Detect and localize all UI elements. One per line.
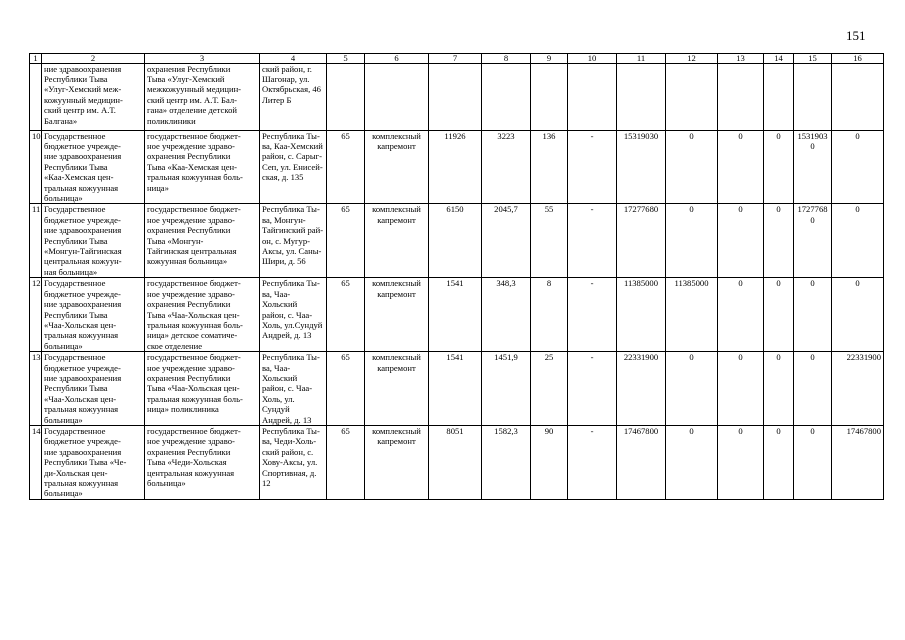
- column-header: 9: [531, 54, 568, 64]
- column-header: 6: [365, 54, 429, 64]
- column-header: 4: [260, 54, 327, 64]
- cell-5: 65: [327, 278, 365, 352]
- header-row: [30, 54, 884, 64]
- column-header: 10: [568, 54, 617, 64]
- column-header: 11: [617, 54, 666, 64]
- column-header: 3: [145, 54, 260, 64]
- cell-5: 65: [327, 130, 365, 204]
- row-number-cell: 11: [30, 204, 42, 278]
- cell-10: -: [568, 130, 617, 204]
- column-header: 14: [764, 54, 794, 64]
- cell-9: 8: [531, 278, 568, 352]
- object-cell: государственное бюджет- ное учреждение здраво- охранения Республики Тыва «Каа-Хемская цен- тральная кожуунная боль- ница»: [145, 130, 260, 204]
- cell-9: 90: [531, 425, 568, 499]
- work-type-cell: комплексный капремонт: [365, 352, 429, 426]
- cell-7: 6150: [429, 204, 482, 278]
- cell-13: 0: [718, 130, 764, 204]
- column-header: 15: [794, 54, 832, 64]
- institution-cell: Государственное бюджетное учрежде- ние здравоохранения Республики Тыва «Каа-Хемская цен- тральная кожуунная больница»: [42, 130, 145, 204]
- work-type-cell: комплексный капремонт: [365, 130, 429, 204]
- cell-10: [568, 63, 617, 130]
- cell-11: 15319030: [617, 130, 666, 204]
- cell-13: 0: [718, 278, 764, 352]
- cell-10: -: [568, 425, 617, 499]
- cell-7: 8051: [429, 425, 482, 499]
- column-header: 13: [718, 54, 764, 64]
- column-header: 16: [832, 54, 884, 64]
- institution-cell: Государственное бюджетное учрежде- ние здравоохранения Республики Тыва «Монгун-Тайгинская центральная кожуун- ная больница»: [42, 204, 145, 278]
- cell-9: 55: [531, 204, 568, 278]
- row-number-cell: 12: [30, 278, 42, 352]
- cell-8: 1451,9: [482, 352, 531, 426]
- work-type-cell: [365, 63, 429, 130]
- data-table: [29, 53, 884, 500]
- cell-12: 11385000: [666, 278, 718, 352]
- object-cell: государственное бюджет- ное учреждение здраво- охранения Республики Тыва «Чаа-Хольская цен- тральная кожуунная боль- ница» поликлиника: [145, 352, 260, 426]
- cell-12: 0: [666, 352, 718, 426]
- cell-13: 0: [718, 204, 764, 278]
- work-type-cell: комплексный капремонт: [365, 204, 429, 278]
- table-row: [30, 204, 884, 278]
- institution-cell: Государственное бюджетное учрежде- ние здравоохранения Республики Тыва «Чаа-Хольская цен- тральная кожуунная больница»: [42, 352, 145, 426]
- cell-16: 0: [832, 278, 884, 352]
- cell-10: -: [568, 352, 617, 426]
- row-number-cell: 13: [30, 352, 42, 426]
- address-cell: ский район, г. Шагонар, ул. Октябрьская, 46 Литер Б: [260, 63, 327, 130]
- cell-16: 17467800: [832, 425, 884, 499]
- row-number-cell: [30, 63, 42, 130]
- column-header: 8: [482, 54, 531, 64]
- cell-15: 1727768 0: [794, 204, 832, 278]
- cell-9: 25: [531, 352, 568, 426]
- cell-16: 0: [832, 130, 884, 204]
- cell-5: 65: [327, 352, 365, 426]
- row-number-cell: 14: [30, 425, 42, 499]
- cell-14: 0: [764, 204, 794, 278]
- cell-11: 22331900: [617, 352, 666, 426]
- object-cell: государственное бюджет- ное учреждение здраво- охранения Республики Тыва «Чеди-Хольская центральная кожуунная больница»: [145, 425, 260, 499]
- cell-15: [794, 63, 832, 130]
- column-header: 5: [327, 54, 365, 64]
- table-row: [30, 278, 884, 352]
- cell-12: 0: [666, 130, 718, 204]
- table-row: [30, 130, 884, 204]
- page-number: 151: [846, 28, 866, 43]
- cell-8: 2045,7: [482, 204, 531, 278]
- row-number-cell: 10: [30, 130, 42, 204]
- cell-16: 22331900: [832, 352, 884, 426]
- cell-11: 17277680: [617, 204, 666, 278]
- cell-12: [666, 63, 718, 130]
- cell-16: 0: [832, 204, 884, 278]
- cell-11: [617, 63, 666, 130]
- column-header: 1: [30, 54, 42, 64]
- cell-11: 17467800: [617, 425, 666, 499]
- cell-11: 11385000: [617, 278, 666, 352]
- cell-15: 0: [794, 278, 832, 352]
- cell-8: 1582,3: [482, 425, 531, 499]
- cell-5: 65: [327, 425, 365, 499]
- cell-5: 65: [327, 204, 365, 278]
- cell-14: 0: [764, 278, 794, 352]
- address-cell: Республика Ты- ва, Монгун- Тайгинский рай- он, с. Мугур- Аксы, ул. Саны- Шири, д. 56: [260, 204, 327, 278]
- work-type-cell: комплексный капремонт: [365, 278, 429, 352]
- cell-15: 0: [794, 352, 832, 426]
- institution-cell: Государственное бюджетное учрежде- ние здравоохранения Республики Тыва «Че- ди-Хольская цен- тральная кожуунная больница»: [42, 425, 145, 499]
- cell-8: 348,3: [482, 278, 531, 352]
- cell-15: 1531903 0: [794, 130, 832, 204]
- address-cell: Республика Ты- ва, Чаа-Хольский район, с. Чаа- Холь, ул. Сундуй Андрей, д. 13: [260, 352, 327, 426]
- cell-7: [429, 63, 482, 130]
- address-cell: Республика Ты- ва, Чаа-Хольский район, с. Чаа- Холь, ул.Сундуй Андрей, д. 13: [260, 278, 327, 352]
- address-cell: Республика Ты- ва, Каа-Хемский район, с. Сарыг- Сеп, ул. Енисей- ская, д. 135: [260, 130, 327, 204]
- cell-8: 3223: [482, 130, 531, 204]
- cell-13: 0: [718, 425, 764, 499]
- cell-12: 0: [666, 204, 718, 278]
- cell-10: -: [568, 204, 617, 278]
- cell-13: [718, 63, 764, 130]
- table-row: [30, 425, 884, 499]
- cell-7: 1541: [429, 352, 482, 426]
- cell-5: [327, 63, 365, 130]
- cell-8: [482, 63, 531, 130]
- object-cell: государственное бюджет- ное учреждение здраво- охранения Республики Тыва «Чаа-Хольская цен- тральная кожуунная боль- ница» детское соматиче- ское отделение: [145, 278, 260, 352]
- table-row: [30, 352, 884, 426]
- column-header: 12: [666, 54, 718, 64]
- table-row: [30, 63, 884, 130]
- cell-7: 11926: [429, 130, 482, 204]
- cell-10: -: [568, 278, 617, 352]
- column-header: 2: [42, 54, 145, 64]
- object-cell: государственное бюджет- ное учреждение здраво- охранения Республики Тыва «Монгун- Тайгинская центральная кожуунная больница»: [145, 204, 260, 278]
- address-cell: Республика Ты- ва, Чеди-Холь- ский район, с. Хову-Аксы, ул. Спортивная, д. 12: [260, 425, 327, 499]
- institution-cell: Государственное бюджетное учрежде- ние здравоохранения Республики Тыва «Чаа-Хольская цен- тральная кожуунная больница»: [42, 278, 145, 352]
- cell-16: [832, 63, 884, 130]
- cell-14: 0: [764, 130, 794, 204]
- cell-14: 0: [764, 352, 794, 426]
- cell-15: 0: [794, 425, 832, 499]
- cell-14: 0: [764, 425, 794, 499]
- cell-9: 136: [531, 130, 568, 204]
- cell-9: [531, 63, 568, 130]
- column-header: 7: [429, 54, 482, 64]
- cell-7: 1541: [429, 278, 482, 352]
- work-type-cell: комплексный капремонт: [365, 425, 429, 499]
- cell-12: 0: [666, 425, 718, 499]
- object-cell: охранения Республики Тыва «Улуг-Хемский межкожуунный медицин- ский центр им. А.Т. Бал- гана» отделение детской поликлиники: [145, 63, 260, 130]
- institution-cell: ние здравоохранения Республики Тыва «Улуг-Хемский меж- кожуунный медицин- ский центр им. А.Т. Балгана»: [42, 63, 145, 130]
- cell-14: [764, 63, 794, 130]
- cell-13: 0: [718, 352, 764, 426]
